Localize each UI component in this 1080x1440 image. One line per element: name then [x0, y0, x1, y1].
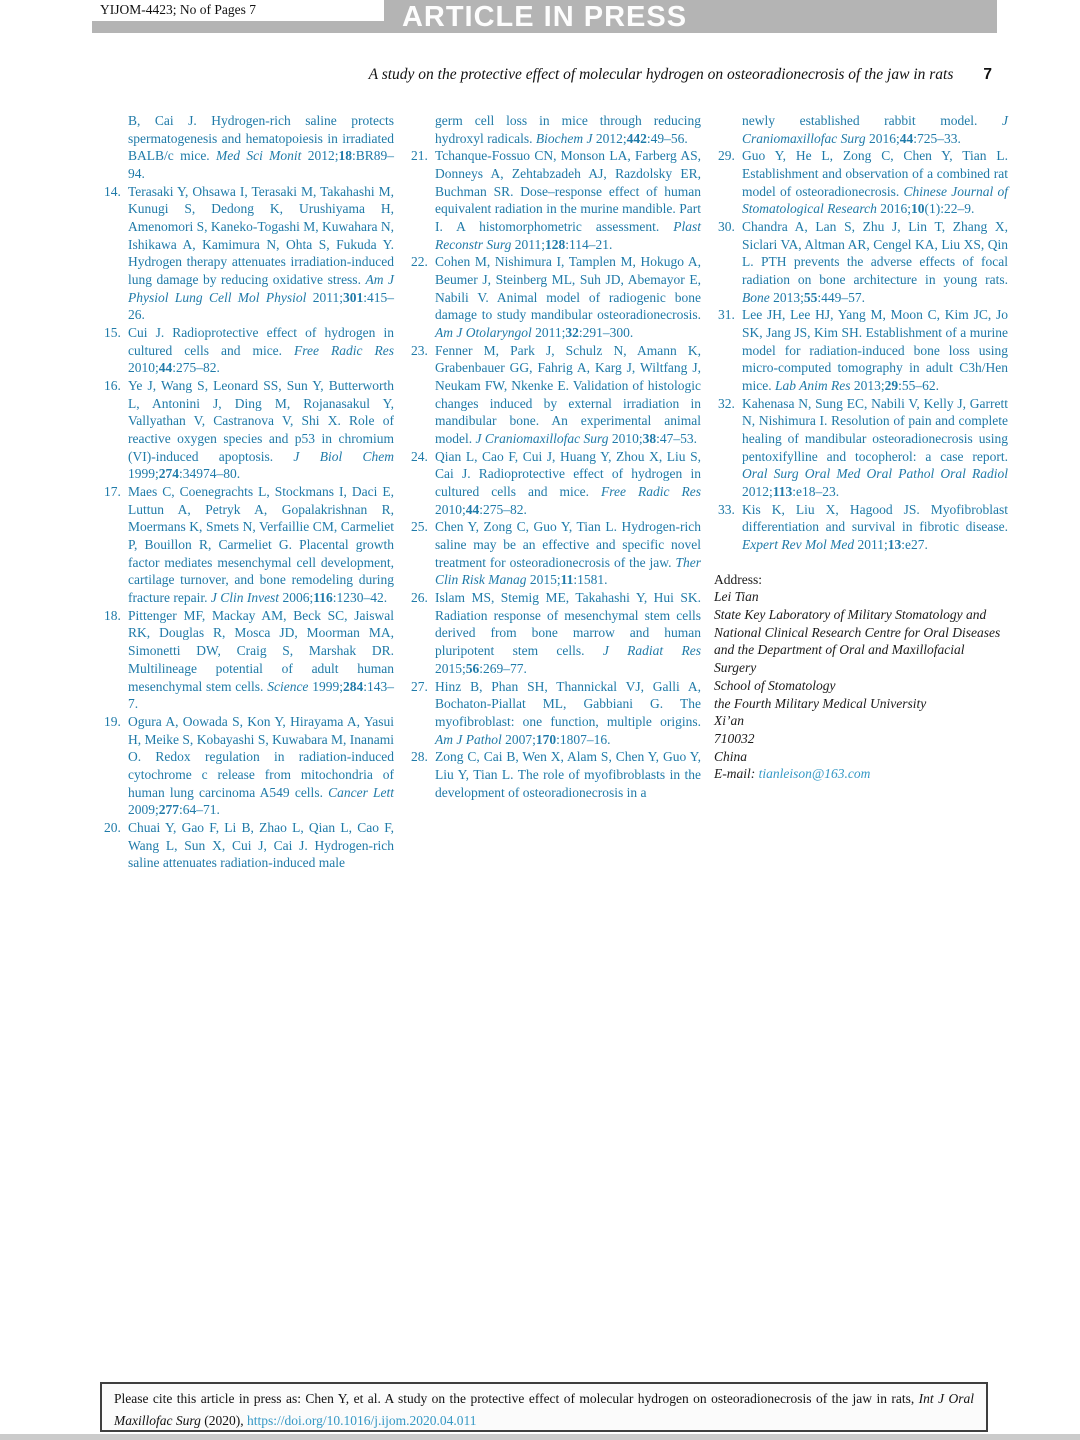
text-segment: 29	[884, 378, 899, 394]
reference-number: 19.	[104, 713, 121, 729]
text-segment: 13	[887, 537, 902, 553]
address-line: the Fourth Military Medical University	[714, 695, 927, 711]
text-segment: 116	[313, 590, 333, 606]
address-line: Xi’an	[714, 713, 744, 729]
text-segment: newly established rabbit model.	[742, 113, 1002, 128]
reference-item	[714, 218, 1008, 306]
text-segment: 38	[642, 431, 657, 447]
text-segment: Please cite this article in press as: Chen Y, et al. A study on the protective effect of molecular hydrogen on osteoradionecrosis of the jaw in rats,	[114, 1391, 919, 1406]
reference-number: 28.	[411, 749, 428, 765]
email-row	[714, 765, 1008, 783]
page-bottom-edge	[0, 1434, 1080, 1440]
text-segment: Med Sci Monit	[216, 148, 302, 164]
text-segment: Cohen M, Nishimura I, Tamplen M, Hokugo A, Beumer J, Steinberg ML, Suh JD, Abemayor E, Nabili V. Animal model of radiogenic bone damage to study mandibular osteoradionecrosis.	[435, 254, 701, 323]
text-segment: :275–82.	[172, 360, 220, 376]
text-segment: 2013;	[850, 378, 885, 394]
reference-item	[714, 395, 1008, 501]
text-segment: :49–56.	[646, 130, 688, 146]
text-segment: 10	[911, 201, 925, 217]
text-segment: 2013;	[769, 289, 804, 305]
manuscript-id: YIJOM-4423; No of Pages 7	[92, 0, 384, 21]
reference-item	[714, 306, 1008, 394]
address-line: China	[714, 748, 748, 764]
page-number: 7	[983, 66, 992, 83]
text-segment: Ther Clin Risk Manag	[435, 554, 701, 588]
doi-link[interactable]: https://doi.org/10.1016/j.ijom.2020.04.011	[247, 1412, 477, 1428]
reference-number: 18.	[104, 607, 121, 623]
reference-item	[714, 501, 1008, 554]
reference-item	[100, 483, 394, 607]
reference-number: 32.	[718, 395, 735, 411]
text-segment: 44	[465, 501, 480, 517]
text-segment: Science	[267, 678, 309, 694]
reference-number: 24.	[411, 448, 428, 464]
running-head	[95, 66, 1000, 88]
references-column-2	[407, 112, 701, 872]
text-segment: Kahenasa N, Sung EC, Nabili V, Kelly J, Garrett N, Nishimura I. Resolution of pain and complete healing of mandibular osteoradionecrosis using pentoxifylline and tocopherol: a case report.	[742, 395, 1008, 464]
reference-item	[407, 748, 701, 801]
reference-number: 22.	[411, 254, 428, 270]
text-segment: 2015;	[526, 572, 561, 588]
text-segment: :e27.	[901, 537, 928, 553]
reference-item	[714, 112, 1008, 147]
text-segment: 2012;	[742, 484, 773, 500]
text-segment: (1):22–9.	[924, 201, 975, 217]
text-segment: 442	[626, 130, 647, 146]
address-block	[714, 571, 1008, 783]
text-segment: :BR89–94.	[128, 148, 394, 182]
text-segment: :449–57.	[817, 289, 866, 305]
address-line: 710032	[714, 730, 755, 746]
reference-number: 14.	[104, 183, 121, 199]
reference-item	[407, 342, 701, 448]
text-segment: Expert Rev Mol Med	[742, 537, 855, 553]
text-segment: Am J Otolaryngol	[435, 325, 532, 341]
text-segment: Free Radic Res	[294, 342, 394, 358]
text-segment: Chen Y, Zong C, Guo Y, Tian L. Hydrogen-rich saline may be an effective and specific novel treatment for osteoradionecrosis of the jaw.	[435, 519, 701, 570]
address-line: and the Department of Oral and Maxillofacial Surgery	[714, 642, 965, 676]
reference-item	[100, 607, 394, 713]
text-segment: Zong C, Cai B, Wen X, Alam S, Chen Y, Guo Y, Liu Y, Tian L. The role of myofibroblasts in the development of osteoradionecrosis in a	[435, 749, 701, 800]
running-title: A study on the protective effect of molecular hydrogen on osteoradionecrosis of the jaw in rats	[368, 66, 954, 83]
text-segment: Biochem J	[535, 130, 593, 146]
text-segment: (2020),	[200, 1412, 247, 1428]
text-segment: 170	[535, 731, 557, 747]
text-segment: 1999;	[308, 678, 343, 694]
text-segment: Chuai Y, Gao F, Li B, Zhao L, Qian L, Cao F, Wang L, Sun X, Cui J, Cai J. Hydrogen-rich saline attenuates radiation-induced male	[128, 819, 394, 871]
reference-item	[407, 589, 701, 677]
text-segment: 2012;	[592, 130, 627, 146]
text-segment: J Clin Invest	[210, 590, 280, 606]
reference-item	[100, 713, 394, 819]
citation-footer	[100, 1382, 988, 1432]
text-segment: 2011;	[306, 289, 343, 305]
text-segment: :415–26.	[128, 289, 395, 323]
text-segment: Int J Oral Maxillofac Surg	[114, 1391, 974, 1428]
text-segment: 2007;	[501, 731, 536, 747]
text-segment: Islam MS, Stemig ME, Takahashi Y, Hui SK. Radiation response of mesenchymal stem cells derived from bone marrow and human pluripotent stem cells.	[435, 590, 701, 659]
text-segment: Kis K, Liu X, Hagood JS. Myofibroblast differentiation and survival in fibrotic disease.	[742, 501, 1008, 535]
text-segment: 2016;	[876, 201, 911, 217]
reference-item	[100, 377, 394, 483]
address-line: Lei Tian	[714, 589, 759, 605]
text-segment: 2011;	[511, 236, 545, 252]
reference-number: 31.	[718, 307, 735, 323]
text-segment: 2012;	[301, 148, 339, 164]
address-label: Address:	[714, 571, 762, 587]
reference-number: 33.	[718, 501, 735, 517]
text-segment: :269–77.	[479, 660, 527, 676]
text-segment: :143–7.	[128, 678, 394, 712]
article-in-press-band	[92, 0, 997, 33]
text-segment: 56	[465, 660, 480, 676]
text-segment: :114–21.	[565, 236, 613, 252]
text-segment: Hinz B, Phan SH, Thannickal VJ, Galli A, Bochaton-Piallat ML, Gabbiani G. The myofibroblast: one function, multiple origins.	[435, 678, 701, 729]
reference-number: 26.	[411, 590, 428, 606]
address-line: School of Stomatology	[714, 677, 836, 693]
reference-item	[407, 678, 701, 749]
text-segment: Bone	[742, 289, 770, 305]
text-segment: 113	[772, 484, 793, 500]
address-lines	[714, 588, 1008, 765]
text-segment: 2010;	[128, 360, 159, 376]
address-line: State Key Laboratory of Military Stomatology and National Clinical Research Centre for Oral Diseases	[714, 607, 1001, 640]
reference-item	[407, 112, 701, 147]
text-segment: 2011;	[531, 325, 566, 341]
text-segment: J Biol Chem	[293, 448, 394, 464]
text-segment: :1807–16.	[556, 731, 611, 747]
text-segment: 1999;	[128, 466, 159, 482]
text-segment: 2006;	[279, 590, 314, 606]
text-segment: 2011;	[854, 537, 888, 553]
text-segment: 55	[803, 289, 818, 305]
reference-number: 20.	[104, 819, 121, 835]
text-segment: :64–71.	[179, 802, 220, 818]
reference-item	[407, 147, 701, 253]
reference-number: 23.	[411, 342, 428, 358]
text-segment: J Radiat Res	[602, 643, 702, 659]
text-segment: 301	[343, 289, 364, 305]
reference-item	[100, 112, 394, 183]
text-segment: 11	[560, 572, 574, 588]
reference-item	[100, 324, 394, 377]
text-segment: Am J Physiol Lung Cell Mol Physiol	[128, 272, 394, 305]
text-segment: Qian L, Cao F, Cui J, Huang Y, Zhou X, Liu S, Cai J. Radioprotective effect of hydrogen in cultured cells and mice.	[435, 448, 701, 500]
text-segment: Free Radic Res	[601, 484, 701, 500]
references-column-1	[100, 112, 394, 872]
text-segment: 32	[565, 325, 579, 341]
text-segment: :1230–42.	[332, 590, 388, 606]
text-segment: Tchanque-Fossuo CN, Monson LA, Farberg AS, Donneys A, Zehtabzadeh AJ, Razdolsky ER, Buchman SR. Dose–response effect of human equivalent radiation in the murine mandible. Part I. A histomorphometric assessment.	[435, 148, 701, 235]
text-segment: :291–300.	[578, 325, 634, 341]
text-segment: Plast Reconstr Surg	[435, 219, 701, 252]
text-segment: :275–82.	[479, 501, 527, 517]
reference-number: 15.	[104, 325, 121, 341]
text-segment: 284	[342, 678, 364, 694]
text-segment: 128	[545, 236, 566, 252]
text-segment: 274	[158, 466, 180, 482]
text-segment: 2010;	[435, 501, 466, 517]
text-segment: Terasaki Y, Ohsawa I, Terasaki M, Takahashi M, Kunugi S, Dedong K, Urushiyama H, Amenomori S, Kaneko-Togashi M, Kuwahara N, Ishikawa A, Kamimura N, Ohta S, Fukuda Y. Hydrogen therapy attenuates irradiation-induced lung damage by reducing oxidative stress.	[128, 183, 394, 288]
reference-item	[714, 147, 1008, 218]
text-segment: :e18–23.	[792, 484, 840, 500]
text-segment: Guo Y, He L, Zong C, Chen Y, Tian L. Establishment and observation of a combined rat model of osteoradionecrosis.	[742, 148, 1008, 199]
reference-item	[100, 183, 394, 324]
text-segment: B, Cai J. Hydrogen-rich saline protects spermatogenesis and hematopoiesis in irradiated BALB/c mice.	[128, 113, 394, 164]
text-segment: Ye J, Wang S, Leonard SS, Sun Y, Butterworth L, Antonini J, Ding M, Rojanasakul Y, Vallyathan V, Castranova V, Shi X. Role of reactive oxygen species and p53 in chromium (VI)-induced apoptosis.	[128, 378, 394, 464]
reference-number: 27.	[411, 678, 428, 694]
text-segment: Lee JH, Lee HJ, Yang M, Moon C, Kim JC, Jo SK, Jang JS, Kim SH. Establishment of a murine model for radiation-induced bone loss using micro-computed tomography in adult C3h/Hen mice.	[742, 307, 1008, 394]
text-segment: :34974–80.	[179, 466, 241, 482]
reference-number: 29.	[718, 148, 735, 164]
reference-item	[100, 819, 394, 872]
text-segment: 277	[158, 802, 180, 818]
text-segment: Cui J. Radioprotective effect of hydrogen in cultured cells and mice.	[128, 325, 394, 358]
references-section	[100, 112, 1008, 872]
text-segment: 44	[899, 130, 914, 146]
text-segment: Chandra A, Lan S, Zhu J, Lin T, Zhang X, Siclari VA, Altman AR, Cengel KA, Liu XS, Qin L. PTH prevents the adverse effects of focal radiation on bone architecture in young rats.	[742, 219, 1008, 288]
text-segment: Cancer Lett	[328, 784, 395, 800]
reference-item	[407, 253, 701, 341]
text-segment: Lab Anim Res	[775, 378, 851, 394]
text-segment: 2009;	[128, 802, 159, 818]
text-segment: J Craniomaxillofac Surg	[475, 431, 609, 447]
reference-item	[407, 518, 701, 589]
reference-number: 30.	[718, 219, 735, 235]
text-segment: 18	[338, 148, 352, 164]
article-in-press-banner: ARTICLE IN PRESS	[401, 1, 688, 33]
text-segment: 44	[158, 360, 173, 376]
text-segment: Oral Surg Oral Med Oral Pathol Oral Radiol	[742, 466, 1008, 482]
text-segment: 2016;	[865, 130, 900, 146]
email-label: E-mail:	[714, 766, 759, 782]
reference-number: 17.	[104, 484, 121, 500]
text-segment: Pittenger MF, Mackay AM, Beck SC, Jaiswal RK, Douglas R, Mosca JD, Moorman MA, Simonetti DW, Craig S, Marshak DR. Multilineage potential of adult human mesenchymal stem cells.	[128, 607, 394, 694]
text-segment: :1581.	[573, 572, 608, 588]
text-segment: 2015;	[435, 660, 466, 676]
text-segment: Chinese Journal of Stomatological Research	[742, 183, 1008, 217]
reference-item	[407, 448, 701, 519]
reference-number: 25.	[411, 519, 428, 535]
text-segment: Fenner M, Park J, Schulz N, Amann K, Grabenbauer GG, Fahrig A, Karg J, Wiltfang J, Neukam FW, Nkenke E. Validation of histologic changes induced by external irradiation in mandibular bone. An experimental animal model.	[435, 342, 701, 447]
text-segment: :55–62.	[898, 378, 940, 394]
text-segment: Am J Pathol	[435, 731, 502, 747]
text-segment: J Craniomaxillofac Surg	[742, 113, 1008, 146]
text-segment: germ cell loss in mice through reducing hydroxyl radicals.	[435, 113, 701, 146]
text-segment: :725–33.	[913, 130, 961, 146]
reference-number: 21.	[411, 148, 428, 164]
references-column-3	[714, 112, 1008, 872]
reference-number: 16.	[104, 378, 121, 394]
text-segment: Maes C, Coenegrachts L, Stockmans I, Daci E, Luttun A, Petryk A, Gopalakrishnan R, Moermans K, Smets N, Verfaillie CM, Carmeliet P, Bouillon R, Carmeliet G. Placental growth factor mediates mesenchymal cell development, cartilage turnover, and bone remodeling during fracture repair.	[128, 484, 394, 606]
references-column-3-items	[714, 112, 1008, 554]
text-segment: Ogura A, Oowada S, Kon Y, Hirayama A, Yasui H, Meike S, Kobayashi S, Kuwabara M, Inanami O. Redox regulation in radiation-induced cytochrome c release from mitochondria of human lung carcinoma A549 cells.	[128, 713, 394, 800]
text-segment: 2010;	[608, 431, 643, 447]
email-link[interactable]: tianleison@163.com	[758, 766, 871, 782]
text-segment: :47–53.	[656, 431, 698, 447]
